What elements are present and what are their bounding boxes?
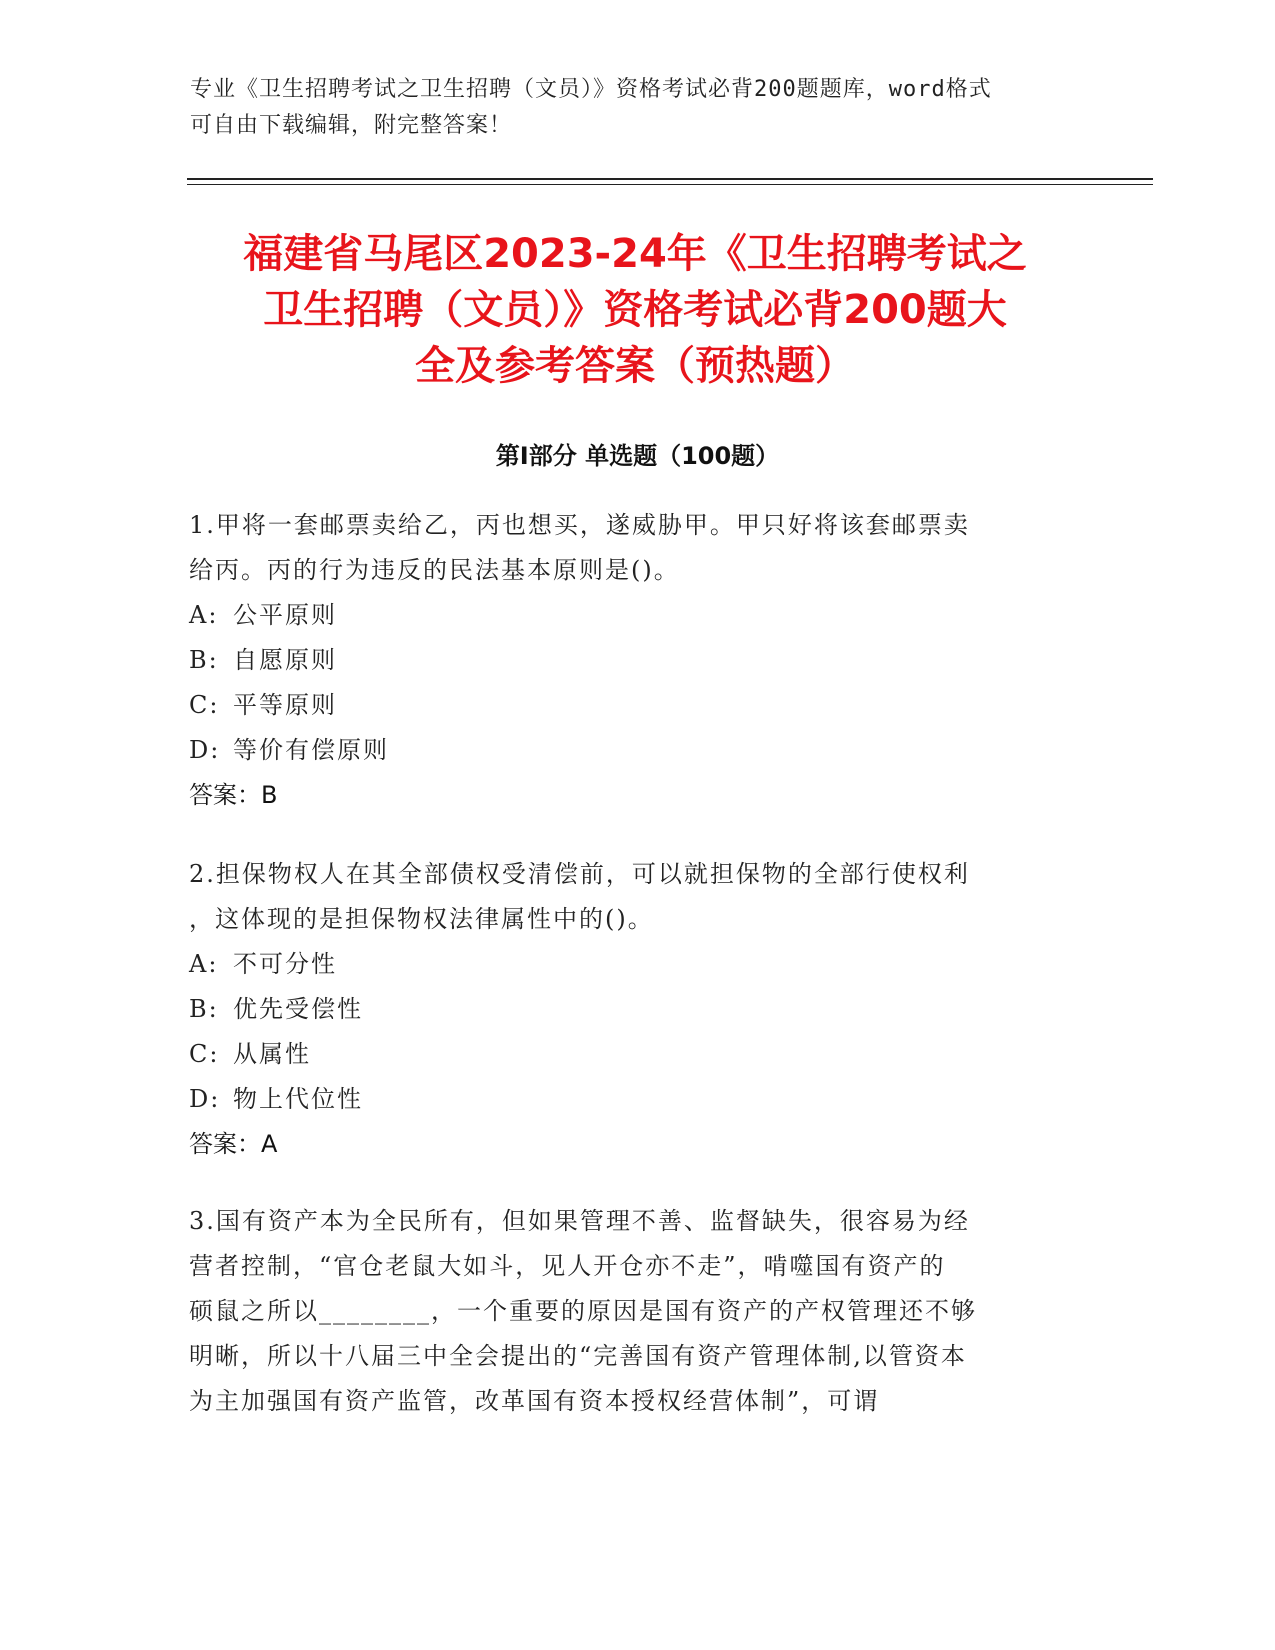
option-text: 平等原则 — [233, 691, 337, 719]
stem-line: 营者控制，“官仓老鼠大如斗，见人开仓亦不走”，啃噬国有资产的 — [189, 1252, 946, 1280]
header-divider — [187, 178, 1153, 180]
header-divider-thin — [187, 184, 1153, 185]
answer: 答案：A — [189, 1130, 278, 1158]
question-stem — [189, 503, 1069, 593]
stem-line: 3.国有资产本为全民所有，但如果管理不善、监督缺失，很容易为经 — [189, 1207, 970, 1235]
stem-line: 为主加强国有资产监管，改革国有资本授权经营体制”，可谓 — [189, 1387, 880, 1415]
option-a — [189, 593, 1069, 638]
option-text: 优先受偿性 — [233, 995, 363, 1023]
header-note-line: 专业《卫生招聘考试之卫生招聘（文员）》资格考试必背200题题库，word格式 — [190, 77, 992, 102]
option-text: 自愿原则 — [233, 646, 337, 674]
answer: 答案：B — [189, 781, 278, 809]
option-letter: C: — [189, 1040, 220, 1068]
option-text: 公平原则 — [233, 601, 337, 629]
option-d — [189, 1077, 1069, 1122]
option-letter: C: — [189, 691, 220, 719]
stem-line: 2.担保物权人在其全部债权受清偿前，可以就担保物的全部行使权利 — [189, 860, 970, 888]
stem-line: 给丙。丙的行为违反的民法基本原则是()。 — [189, 556, 680, 584]
title-line: 福建省马尾区2023-24年《卫生招聘考试之 — [243, 231, 1027, 277]
section-heading: 第Ⅰ部分 单选题（100题） — [495, 442, 780, 470]
option-d — [189, 728, 1069, 773]
option-text: 物上代位性 — [233, 1085, 363, 1113]
stem-line: 1.甲将一套邮票卖给乙，丙也想买，遂威胁甲。甲只好将该套邮票卖 — [189, 511, 970, 539]
title-line: 卫生招聘（文员）》资格考试必背200题大 — [263, 287, 1007, 333]
option-c — [189, 683, 1069, 728]
option-text: 不可分性 — [233, 950, 337, 978]
question-stem — [189, 1199, 1069, 1424]
option-letter: A: — [189, 601, 219, 629]
stem-line: 硕鼠之所以________，一个重要的原因是国有资产的产权管理还不够 — [189, 1297, 977, 1325]
option-b — [189, 987, 1069, 1032]
question-1 — [189, 503, 1069, 818]
option-letter: D: — [189, 1085, 221, 1113]
option-letter: B: — [189, 646, 219, 674]
question-2 — [189, 852, 1069, 1167]
option-letter: B: — [189, 995, 219, 1023]
option-b — [189, 638, 1069, 683]
option-letter: A: — [189, 950, 219, 978]
stem-line: 明晰，所以十八届三中全会提出的“完善国有资产管理体制,以管资本 — [189, 1342, 967, 1370]
header-note — [190, 72, 1070, 144]
question-3 — [189, 1199, 1069, 1424]
option-c — [189, 1032, 1069, 1077]
document-title — [190, 226, 1080, 394]
option-letter: D: — [189, 736, 221, 764]
option-a — [189, 942, 1069, 987]
title-line: 全及参考答案（预热题） — [415, 343, 855, 389]
question-stem — [189, 852, 1069, 942]
stem-line: ，这体现的是担保物权法律属性中的()。 — [189, 905, 654, 933]
option-text: 从属性 — [233, 1040, 311, 1068]
option-text: 等价有偿原则 — [233, 736, 389, 764]
header-note-line: 可自由下载编辑，附完整答案！ — [190, 113, 513, 138]
